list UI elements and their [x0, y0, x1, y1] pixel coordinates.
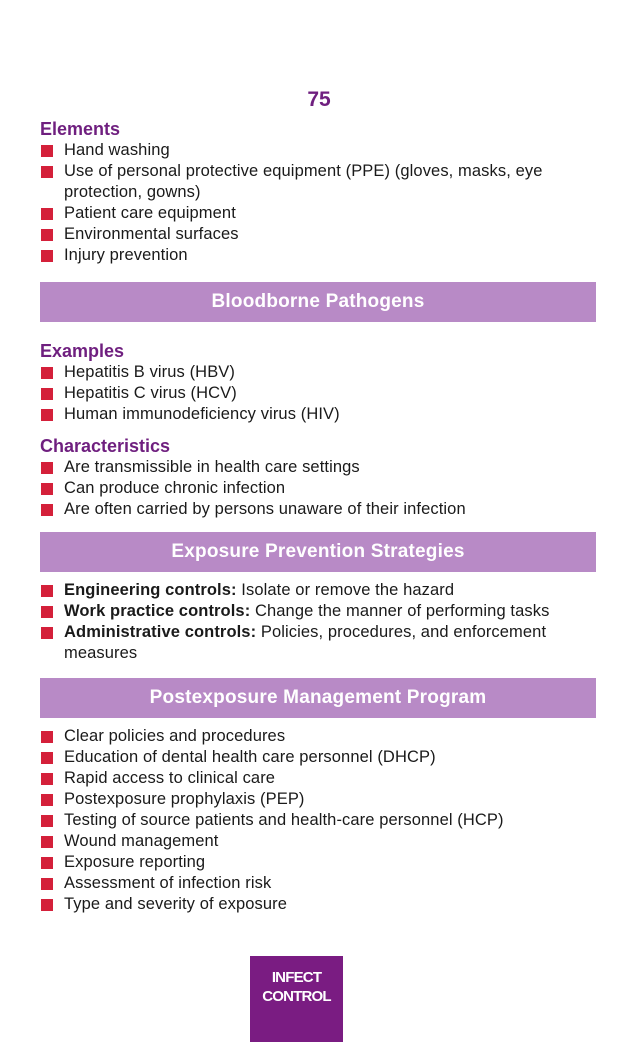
- list-item: Assessment of infection risk: [40, 873, 596, 894]
- characteristics-list: [40, 457, 596, 520]
- postexposure-program-banner: Postexposure Management Program: [40, 678, 596, 718]
- square-bullet-icon: [41, 815, 53, 827]
- postexposure-list: [40, 726, 596, 915]
- square-bullet-icon: [41, 585, 53, 597]
- exposure-prevention-banner: Exposure Prevention Strategies: [40, 532, 596, 572]
- square-bullet-icon: [41, 857, 53, 869]
- list-item: Use of personal protective equipment (PPE) (gloves, masks, eye protection, gowns): [40, 161, 596, 203]
- list-item: Type and severity of exposure: [40, 894, 596, 915]
- page-content: [40, 118, 596, 915]
- square-bullet-icon: [41, 731, 53, 743]
- tab-label-line2: CONTROL: [262, 988, 331, 1005]
- square-bullet-icon: [41, 627, 53, 639]
- elements-section: [40, 118, 596, 266]
- tab-label-line1: INFECT: [271, 969, 322, 986]
- square-bullet-icon: [41, 483, 53, 495]
- list-item: Injury prevention: [40, 245, 596, 266]
- exposure-prevention-list: [40, 580, 596, 664]
- characteristics-heading: Characteristics: [40, 436, 171, 456]
- square-bullet-icon: [41, 504, 53, 516]
- list-item: Rapid access to clinical care: [40, 768, 596, 789]
- list-item: Environmental surfaces: [40, 224, 596, 245]
- square-bullet-icon: [41, 899, 53, 911]
- square-bullet-icon: [41, 794, 53, 806]
- examples-list: [40, 362, 596, 425]
- list-item: Exposure reporting: [40, 852, 596, 873]
- list-item: Patient care equipment: [40, 203, 596, 224]
- list-item: Administrative controls: Policies, procedures, and enforcement measures: [40, 622, 596, 664]
- square-bullet-icon: [41, 836, 53, 848]
- term: Administrative controls:: [64, 623, 257, 641]
- exposure-prevention-section: [40, 580, 596, 664]
- bloodborne-pathogens-banner: Bloodborne Pathogens: [40, 282, 596, 322]
- list-item: Can produce chronic infection: [40, 478, 596, 499]
- examples-heading: Examples: [40, 341, 125, 361]
- square-bullet-icon: [41, 409, 53, 421]
- square-bullet-icon: [41, 388, 53, 400]
- square-bullet-icon: [41, 145, 53, 157]
- list-item: Education of dental health care personnel (DHCP): [40, 747, 596, 768]
- list-item: Engineering controls: Isolate or remove the hazard: [40, 580, 596, 601]
- square-bullet-icon: [41, 166, 53, 178]
- list-item: Testing of source patients and health-care personnel (HCP): [40, 810, 596, 831]
- page-number: 75: [307, 88, 331, 111]
- square-bullet-icon: [41, 773, 53, 785]
- list-item: Are often carried by persons unaware of their infection: [40, 499, 596, 520]
- square-bullet-icon: [41, 462, 53, 474]
- list-item: Postexposure prophylaxis (PEP): [40, 789, 596, 810]
- square-bullet-icon: [41, 367, 53, 379]
- square-bullet-icon: [41, 752, 53, 764]
- list-item: Are transmissible in health care settings: [40, 457, 596, 478]
- postexposure-section: [40, 726, 596, 915]
- list-item: Work practice controls: Change the manner of performing tasks: [40, 601, 596, 622]
- list-item: Hepatitis C virus (HCV): [40, 383, 596, 404]
- square-bullet-icon: [41, 878, 53, 890]
- elements-list: [40, 140, 596, 266]
- square-bullet-icon: [41, 606, 53, 618]
- list-item: Human immunodeficiency virus (HIV): [40, 404, 596, 425]
- list-item: Wound management: [40, 831, 596, 852]
- list-item: Clear policies and procedures: [40, 726, 596, 747]
- elements-heading: Elements: [40, 119, 121, 139]
- term: Engineering controls:: [64, 581, 237, 599]
- infect-control-tab[interactable]: [250, 956, 343, 1042]
- square-bullet-icon: [41, 208, 53, 220]
- characteristics-section: [40, 435, 596, 520]
- list-item: Hepatitis B virus (HBV): [40, 362, 596, 383]
- term: Work practice controls:: [64, 602, 251, 620]
- square-bullet-icon: [41, 229, 53, 241]
- examples-section: [40, 340, 596, 425]
- list-item: Hand washing: [40, 140, 596, 161]
- square-bullet-icon: [41, 250, 53, 262]
